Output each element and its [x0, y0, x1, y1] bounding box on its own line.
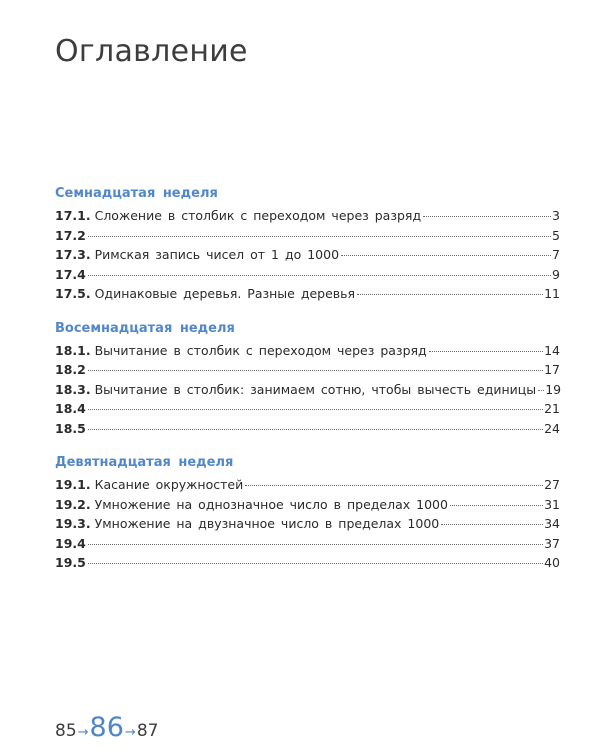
entry-number: 17.1.	[55, 208, 91, 223]
dot-leader	[423, 216, 551, 217]
entry-number: 18.4	[55, 401, 86, 416]
entry-number: 18.5	[55, 420, 86, 436]
entry-page-number: 9	[552, 266, 560, 282]
dot-leader	[88, 429, 543, 430]
entry-number: 19.5	[55, 555, 86, 570]
toc-entry[interactable]	[55, 341, 560, 361]
entry-number: 19.4	[55, 535, 86, 551]
current-page-number: 86	[89, 712, 124, 743]
dot-leader	[88, 236, 551, 237]
entry-title: Вычитание в столбик с переходом через разряд	[94, 342, 427, 358]
entry-page-number: 31	[544, 496, 560, 512]
entry-page-number: 17	[544, 362, 560, 377]
entry-title: Касание окружностей	[94, 477, 244, 492]
dot-leader	[341, 255, 551, 256]
entry-number: 18.1.	[55, 342, 91, 358]
toc-entry[interactable]	[55, 419, 560, 439]
dot-leader	[429, 351, 543, 352]
week-title: Восемнадцатая неделя	[55, 320, 235, 336]
week-title: Семнадцатая неделя	[55, 186, 218, 201]
entry-page-number: 7	[552, 247, 560, 262]
entry-page-number: 40	[544, 555, 560, 570]
entry-page-number: 27	[544, 477, 560, 492]
toc-entry[interactable]	[55, 475, 560, 495]
toc-entry[interactable]	[55, 380, 560, 400]
dot-leader	[441, 524, 543, 525]
entry-title: Умножение на двузначное число в пределах 1000	[94, 516, 440, 531]
toc-entry[interactable]	[55, 226, 560, 246]
toc-entry[interactable]	[55, 399, 560, 419]
entry-title: Римская запись чисел от 1 до 1000	[94, 247, 340, 262]
entry-page-number: 21	[544, 401, 560, 416]
toc-entry[interactable]	[55, 495, 560, 515]
arrow-right-icon: →	[77, 725, 89, 740]
next-page-link[interactable]: 87	[136, 721, 159, 741]
week-section	[55, 321, 560, 439]
week-section	[55, 186, 560, 304]
entry-number: 17.4	[55, 266, 86, 282]
entry-number: 19.2.	[55, 496, 91, 512]
toc-entry[interactable]	[55, 206, 560, 226]
entry-number: 18.2	[55, 362, 86, 377]
arrow-right-icon: →	[124, 725, 136, 740]
entry-number: 17.3.	[55, 247, 91, 262]
toc-entry[interactable]	[55, 514, 560, 534]
entry-title: Сложение в столбик с переходом через разряд	[94, 208, 422, 223]
dot-leader	[88, 544, 543, 545]
entry-page-number: 14	[544, 342, 560, 358]
entry-title: Вычитание в столбик: занимаем сотню, чтобы вычесть единицы	[94, 381, 537, 397]
entry-page-number: 19	[545, 381, 562, 397]
dot-leader	[245, 485, 543, 486]
entry-page-number: 3	[552, 208, 560, 223]
entry-page-number: 37	[544, 535, 560, 551]
week-section	[55, 455, 560, 573]
entry-page-number: 34	[544, 516, 560, 531]
dot-leader	[357, 294, 543, 295]
dot-leader	[88, 563, 543, 564]
dot-leader	[450, 505, 543, 506]
prev-page-link[interactable]: 85	[55, 721, 77, 741]
toc-entry[interactable]	[55, 360, 560, 380]
dot-leader	[88, 409, 543, 410]
dot-leader	[88, 370, 543, 371]
toc-entry[interactable]	[55, 534, 560, 554]
toc-entry[interactable]	[55, 553, 560, 573]
entry-page-number: 5	[552, 227, 560, 243]
entry-number: 18.3.	[55, 381, 91, 397]
toc-entry[interactable]	[55, 265, 560, 285]
entry-number: 17.2	[55, 227, 86, 243]
entry-page-number: 24	[544, 420, 560, 436]
entry-title: Умножение на однозначное число в пределах 1000	[94, 496, 448, 512]
dot-leader	[538, 390, 544, 391]
toc-entry[interactable]	[55, 284, 560, 304]
entry-number: 17.5.	[55, 286, 91, 301]
toc-entry[interactable]	[55, 245, 560, 265]
page-navigation	[55, 712, 158, 743]
dot-leader	[88, 275, 551, 276]
entry-number: 19.3.	[55, 516, 91, 531]
entry-number: 19.1.	[55, 477, 91, 492]
week-title: Девятнадцатая неделя	[55, 455, 234, 470]
entry-title: Одинаковые деревья. Разные деревья	[94, 286, 356, 301]
table-of-contents	[55, 186, 560, 590]
page-title: Оглавление	[55, 34, 248, 69]
entry-page-number: 11	[544, 286, 560, 301]
